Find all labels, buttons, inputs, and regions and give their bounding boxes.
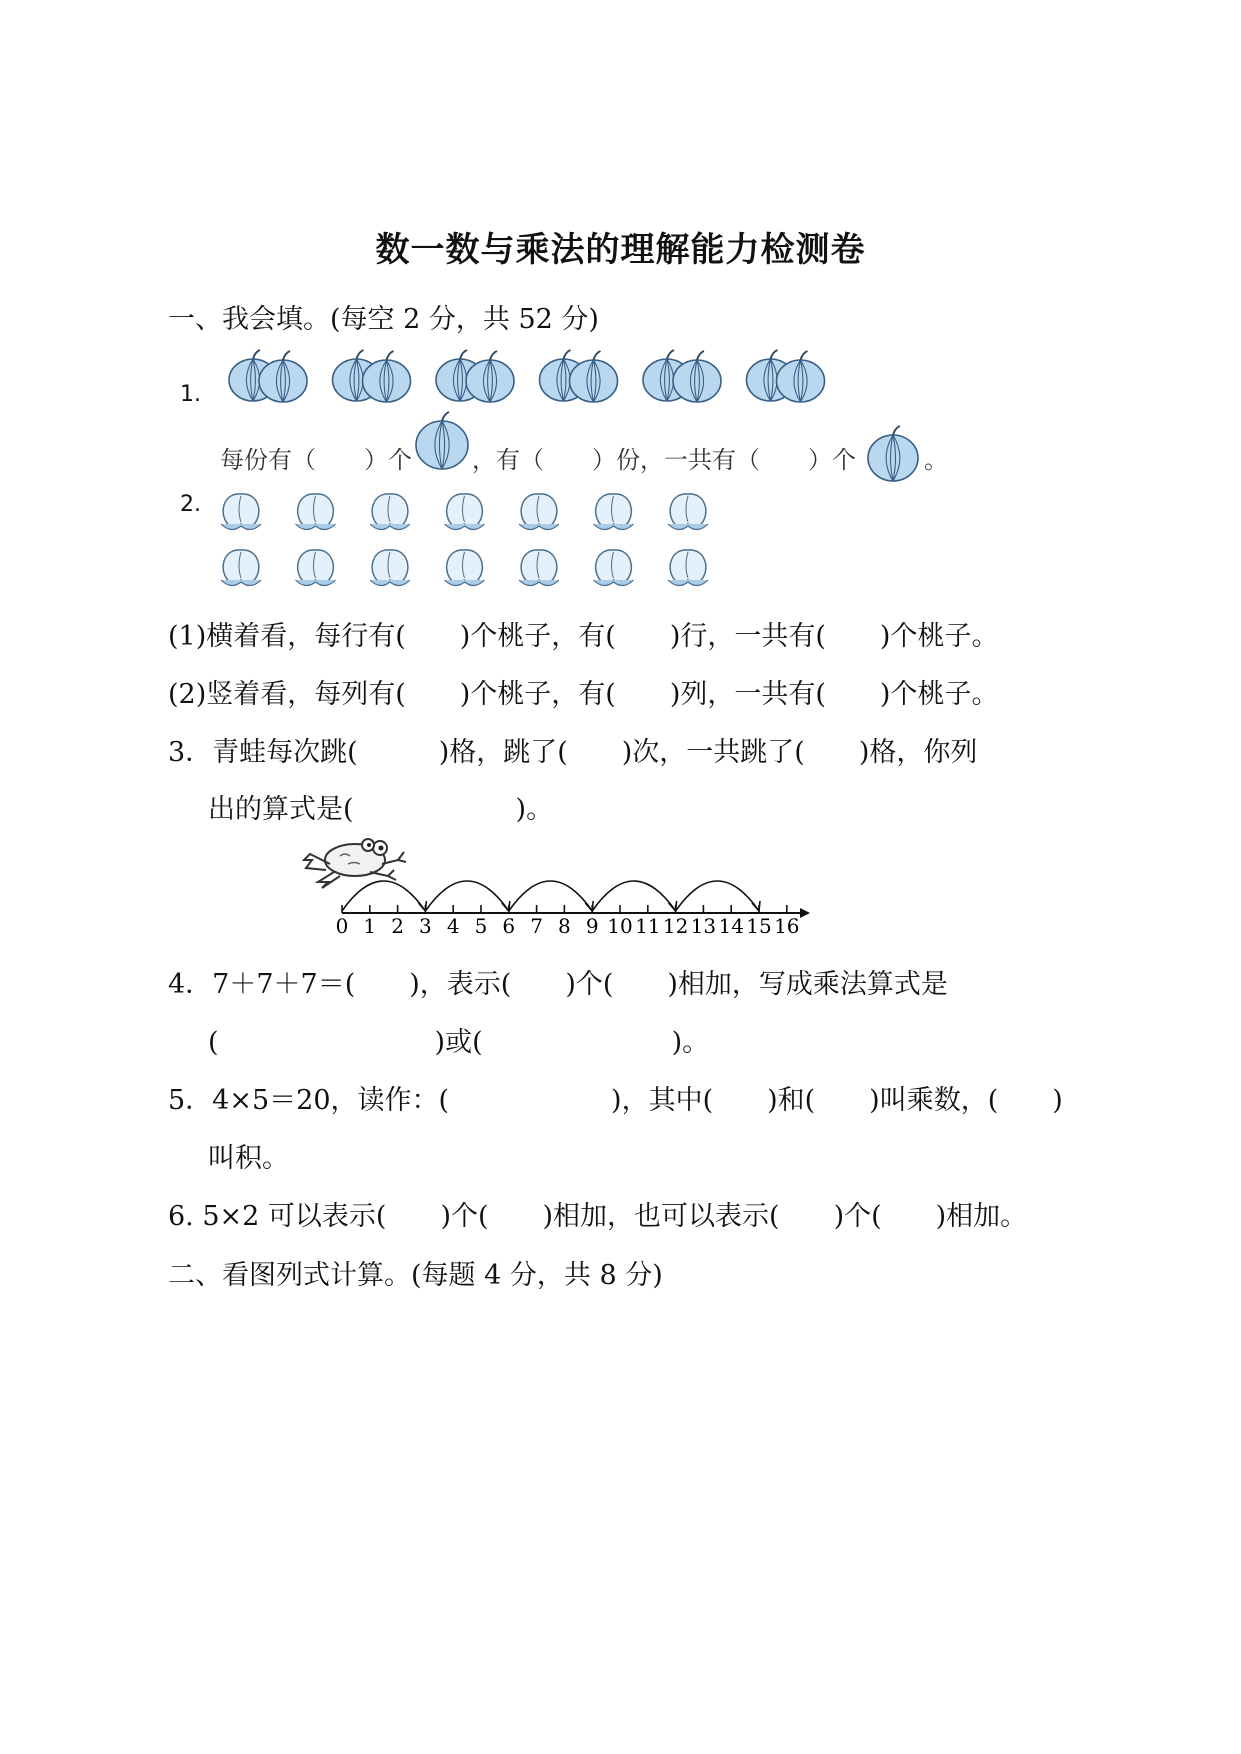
arrow-right-icon <box>800 908 810 918</box>
section-1-heading: 一、我会填。(每空 2 分，共 52 分) <box>168 304 599 335</box>
jump-arc <box>425 881 508 911</box>
jump-arc <box>509 881 592 911</box>
number-line-label: 16 <box>774 914 800 938</box>
q4-line-1: 4．7＋7＋7＝( )，表示( )个( )相加，写成乘法算式是 <box>168 969 948 1000</box>
number-line-label: 10 <box>607 914 633 938</box>
section-2-heading: 二、看图列式计算。(每题 4 分，共 8 分) <box>168 1260 663 1291</box>
number-line-label: 15 <box>746 914 772 938</box>
q6-line-1: 6. 5×2 可以表示( )个( )相加，也可以表示( )个( )相加。 <box>168 1201 1028 1232</box>
jump-arc <box>342 881 425 911</box>
q1-text-end: 。 <box>924 446 948 474</box>
q4-line-2: ( )或( )。 <box>208 1027 710 1058</box>
page-title: 数一数与乘法的理解能力检测卷 <box>375 230 866 270</box>
number-line-label: 8 <box>558 914 571 938</box>
q1-number: 1. <box>180 382 201 407</box>
q2-line-2: (2)竖着看，每列有( )个桃子，有( )列，一共有( )个桃子。 <box>168 679 999 710</box>
number-line-label: 9 <box>585 914 599 938</box>
q2-line-1: (1)横着看，每行有( )个桃子，有( )行，一共有( )个桃子。 <box>168 621 999 652</box>
q2-number: 2. <box>180 492 201 517</box>
q5-line-2: 叫积。 <box>208 1143 289 1174</box>
number-line-label: 2 <box>391 914 404 938</box>
q1-text-each-group: 每份有（ ）个 <box>220 446 412 474</box>
number-line-label: 13 <box>690 914 717 938</box>
number-line-label: 6 <box>502 914 516 938</box>
q5-line-1: 5．4×5＝20，读作：( )，其中( )和( )叫乘数，( ) <box>168 1085 1063 1116</box>
jump-arc <box>592 881 675 911</box>
q3-line-2: 出的算式是( )。 <box>208 794 554 825</box>
number-line-label: 3 <box>419 914 432 938</box>
number-line-label: 5 <box>474 914 488 938</box>
number-line-label: 1 <box>363 914 377 938</box>
number-line-label: 7 <box>530 914 543 938</box>
jump-arc <box>676 881 759 911</box>
q1-text-groups-total: ，有（ ）份，一共有（ ）个 <box>472 446 856 474</box>
q3-line-1: 3．青蛙每次跳( )格，跳了( )次，一共跳了( )格，你列 <box>168 737 978 768</box>
number-line-label: 4 <box>446 914 460 938</box>
number-line-label: 0 <box>335 914 349 938</box>
number-line-label: 14 <box>718 914 744 938</box>
number-line-label: 11 <box>635 914 661 938</box>
number-line-label: 12 <box>662 914 689 938</box>
